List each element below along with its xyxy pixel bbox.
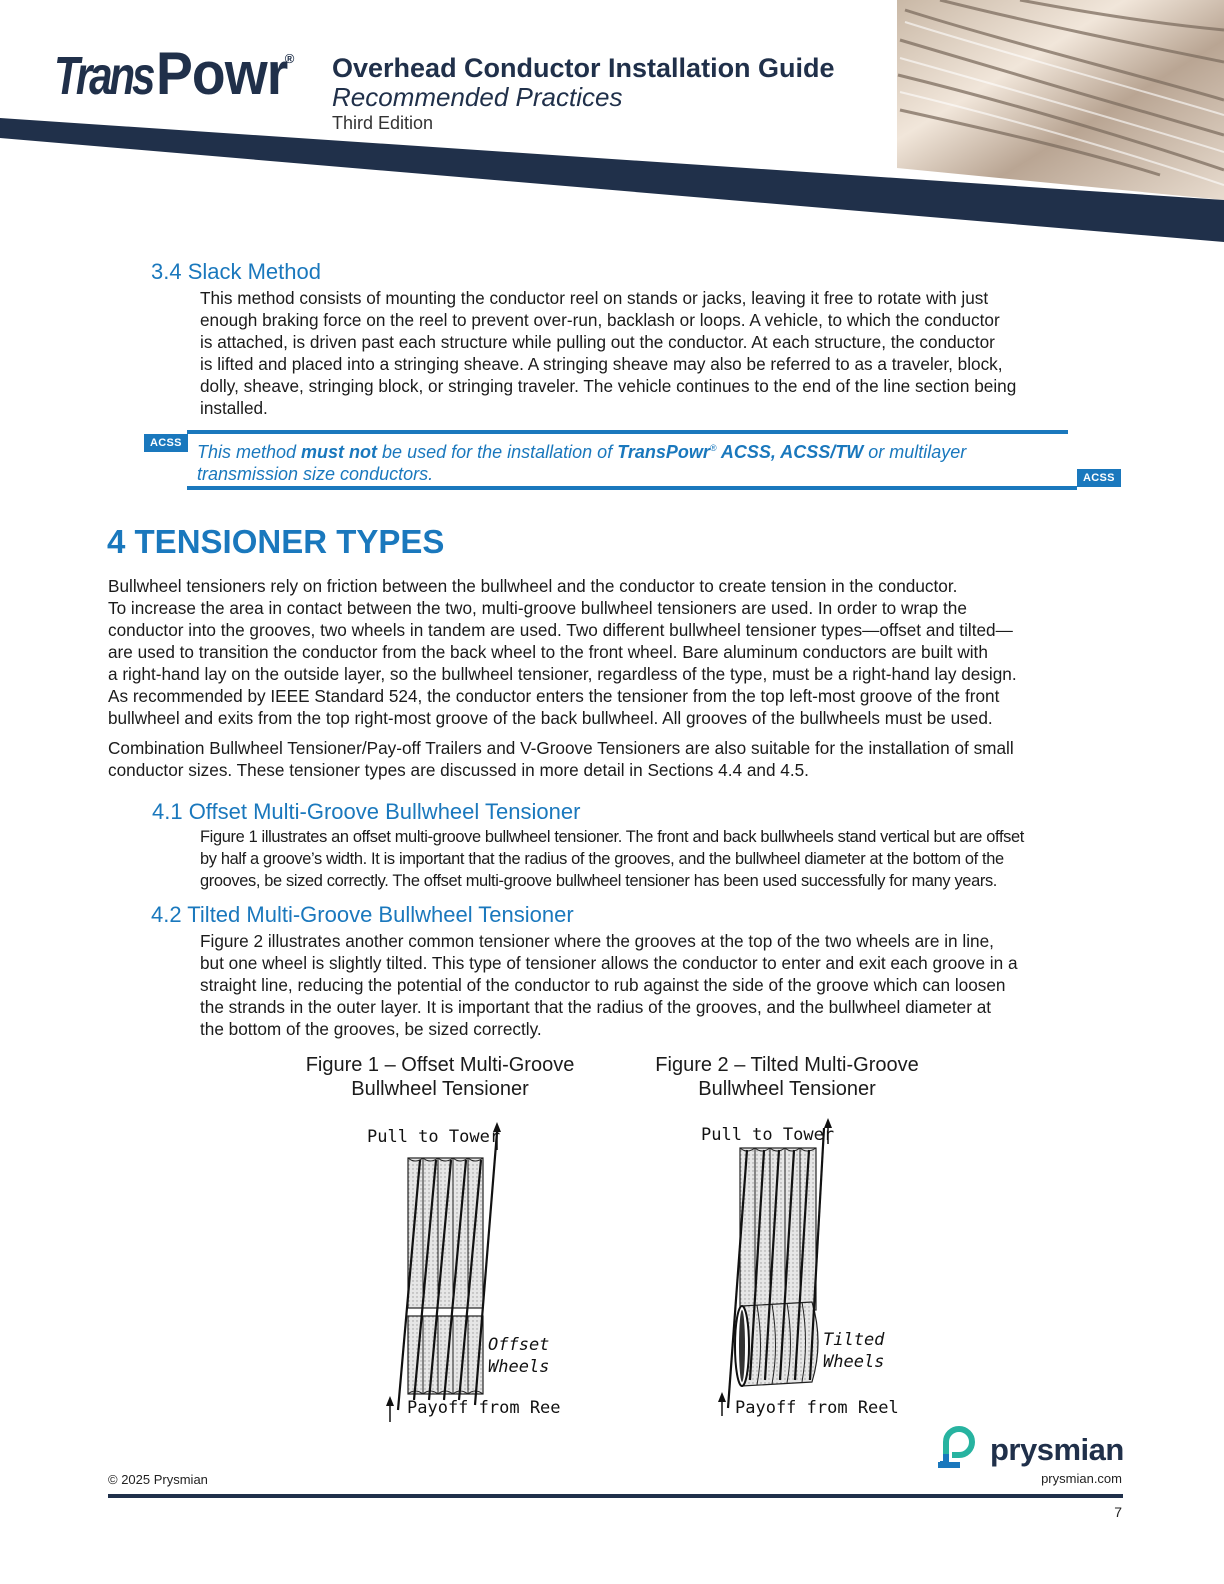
logo-registered: ® [284,51,295,66]
text-line: Combination Bullwheel Tensioner/Pay-off Trailers and V-Groove Tensioners are also suitable for the installation of small [108,738,1014,758]
text-line: conductor into the grooves, two wheels in tandem are used. Two different bullwheel tensioner types—offset and tilted— [108,620,1013,640]
figure-2-wheels-label [823,1329,884,1373]
heading-3-4: 3.4 Slack Method [151,259,321,284]
note-brand: TransPowr [617,442,710,462]
figure-2-payoff-label: Payoff from Reel [735,1398,899,1418]
caption-line: Bullwheel Tensioner [351,1078,529,1100]
note-text-part: This method [197,442,302,462]
text-line: straight line, reducing the potential of the conductor to rub against the side of the groove which can loosen [200,975,1006,995]
figure-1-offset-tensioner-drawing [380,1120,570,1430]
text-line: bullwheel and exits from the top right-most groove of the back bullwheel. All grooves of the bullwheels must be used. [108,708,993,728]
document-title: Overhead Conductor Installation Guide [332,53,835,83]
figure-2-pull-label: Pull to Tower [701,1125,835,1145]
text-line: enough braking force on the reel to prevent over-run, backlash or loops. A vehicle, to which the conductor [200,310,1000,330]
note-text-part: or multilayer [863,442,967,462]
text-line: a right-hand lay on the outside layer, so the bullwheel tensioner, regardless of the type, must be a right-hand lay design. [108,664,1017,684]
header-band [0,0,1224,250]
note-top-rule [187,430,1068,434]
note-line-2: transmission size conductors. [197,464,434,484]
note-text-part: be used for the installation of [377,442,618,462]
prysmian-wordmark: prysmian [990,1432,1124,1467]
heading-4: 4 TENSIONER TYPES [107,523,445,560]
text-line: dolly, sheave, stringing block, or stringing traveler. The vehicle continues to the end of the line section being [200,376,1017,396]
conductor-photo [897,0,1224,200]
figure-2-caption [617,1053,957,1101]
text-line: This method consists of mounting the conductor reel on stands or jacks, leaving it free to rotate with just [200,288,989,308]
heading-4-2: 4.2 Tilted Multi-Groove Bullwheel Tensioner [151,902,574,927]
label-line: Wheels [823,1352,885,1372]
payoff-arrow-icon [718,1392,726,1416]
figure-2-tilted-tensioner-drawing [712,1118,902,1428]
text-line: Bullwheel tensioners rely on friction between the bullwheel and the conductor to create tension in the conductor. [108,576,958,596]
text-line: To increase the area in contact between the two, multi-groove bullwheel tensioners are used. In order to wrap the [108,598,967,618]
document-subtitle: Recommended Practices [332,82,623,112]
text-line: by half a groove’s width. It is important that the radius of the grooves, and the bullwheel diameter at the bottom of the [200,850,1004,868]
figure-1-caption [270,1053,610,1101]
note-emphasis: must not [301,442,378,462]
text-line: the bottom of the grooves, be sized correctly. [200,1019,542,1039]
acss-tag-left: ACSS [144,434,188,452]
footer-rule [108,1494,1123,1498]
note-bottom-rule [187,486,1077,490]
label-line: Offset [488,1335,550,1355]
text-line: installed. [200,398,268,418]
caption-line: Figure 2 – Tilted Multi-Groove [655,1054,919,1076]
text-line: but one wheel is slightly tilted. This type of tensioner allows the conductor to enter and exit each groove in a [200,953,1018,973]
text-line: are used to transition the conductor from the back wheel to the front wheel. Bare aluminum conductors are built with [108,642,988,662]
section-4-2-body [200,930,1130,1040]
copyright: © 2025 Prysmian [108,1472,208,1487]
transpowr-logo [54,40,295,107]
text-line: conductor sizes. These tensioner types are discussed in more detail in Sections 4.4 and 4.5. [108,760,809,780]
document-edition: Third Edition [332,113,434,133]
payoff-arrow-icon [386,1396,394,1422]
text-line: is lifted and placed into a stringing sheave. A stringing sheave may also be referred to as a traveler, block, [200,354,1003,374]
text-line: the strands in the outer layer. It is important that the radius of the grooves, and the bullwheel diameter at [200,997,992,1017]
figure-1-wheels-label [488,1334,549,1378]
note-line-1 [197,437,1057,463]
section-3-4-body [200,287,1120,419]
note-products: ACSS, ACSS/TW [716,442,864,462]
heading-4-1: 4.1 Offset Multi-Groove Bullwheel Tensioner [152,799,581,824]
text-line: Figure 1 illustrates an offset multi-groove bullwheel tensioner. The front and back bullwheels stand vertical but are offset [200,828,1024,846]
text-line: Figure 2 illustrates another common tensioner where the grooves at the top of the two wheels are in line, [200,931,994,951]
text-line: is attached, is driven past each structure while pulling out the conductor. At each structure, the conductor [200,332,995,352]
label-line: Tilted [823,1330,885,1350]
figure-1-pull-label: Pull to Tower [367,1127,501,1147]
section-4-1-body [200,826,1130,892]
acss-warning-note [197,437,1057,485]
section-4-para-1 [108,575,1138,729]
section-4-para-2 [108,737,1138,781]
prysmian-logo-icon [936,1424,984,1472]
footer-url[interactable]: prysmian.com [1041,1471,1122,1486]
caption-line: Figure 1 – Offset Multi-Groove [305,1054,575,1076]
text-line: As recommended by IEEE Standard 524, the conductor enters the tensioner from the top left-most groove of the front [108,686,1000,706]
caption-line: Bullwheel Tensioner [698,1078,876,1100]
note-registered: ® [709,443,717,453]
text-line: grooves, be sized correctly. The offset multi-groove bullwheel tensioner has been used successfully for many years. [200,872,998,890]
logo-trans: Trans [54,46,153,106]
tilted-front-wheel [735,1302,818,1386]
logo-powr: Powr [156,40,288,107]
figure-1-payoff-label: Payoff from Ree [407,1398,561,1418]
acss-tag-right: ACSS [1077,469,1121,487]
label-line: Wheels [488,1357,550,1377]
page-number: 7 [1114,1504,1122,1520]
